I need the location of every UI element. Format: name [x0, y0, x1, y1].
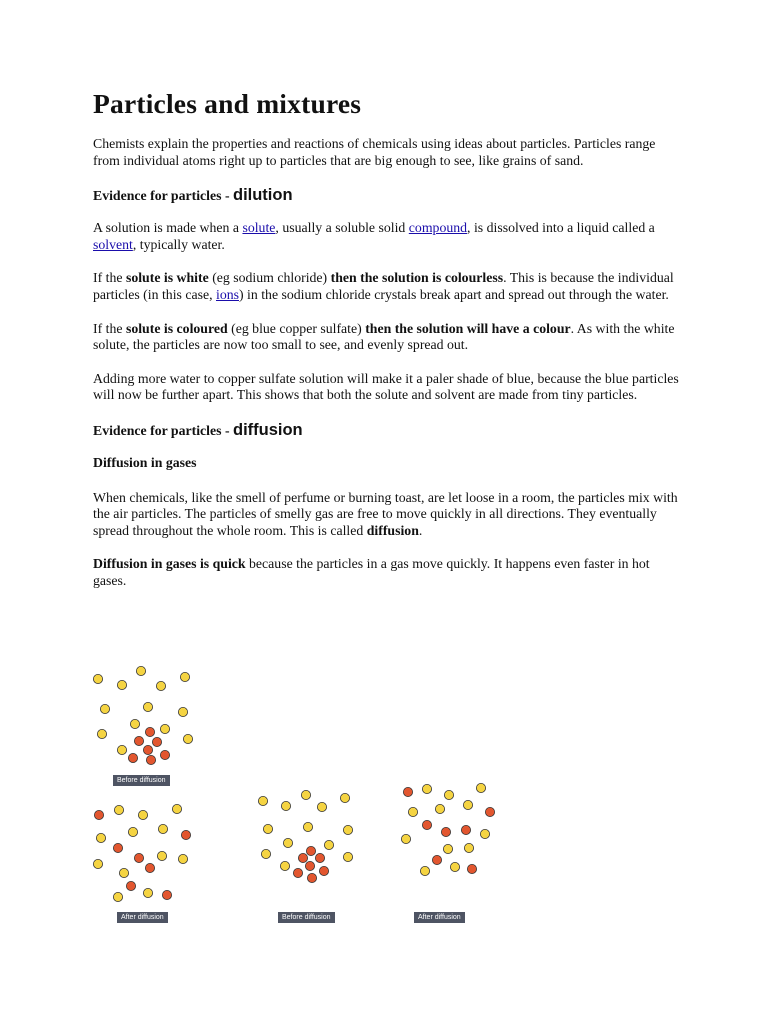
- page-title: Particles and mixtures: [93, 88, 362, 119]
- caption-before-diffusion-2: Before diffusion: [278, 912, 335, 923]
- yellow-particle: [93, 859, 102, 868]
- bold-run: diffusion: [366, 522, 419, 538]
- yellow-particle: [280, 861, 289, 870]
- red-particle: [432, 855, 441, 864]
- text-run: .: [418, 522, 423, 538]
- yellow-particle: [463, 800, 472, 809]
- yellow-particle: [100, 704, 109, 713]
- red-particle: [306, 846, 315, 855]
- yellow-particle: [138, 810, 147, 819]
- figure-liquid-before-diffusion: [258, 790, 352, 882]
- red-particle: [298, 853, 307, 862]
- red-particle: [152, 737, 161, 746]
- yellow-particle: [96, 833, 105, 842]
- red-particle: [181, 830, 190, 839]
- diffusion-gases-subheading: Diffusion in gases: [93, 454, 197, 470]
- dilution-heading-word: dilution: [232, 186, 293, 205]
- bold-run: then the solution is colourless: [330, 270, 504, 286]
- diffusion-heading-prefix: Evidence for particles -: [93, 422, 233, 438]
- yellow-particle: [450, 862, 459, 871]
- yellow-particle: [261, 849, 270, 858]
- red-particle: [315, 853, 324, 862]
- yellow-particle: [172, 804, 181, 813]
- figure-gas-before-diffusion: [93, 666, 192, 764]
- yellow-particle: [130, 719, 139, 728]
- yellow-particle: [158, 824, 167, 833]
- red-particle: [145, 863, 154, 872]
- yellow-particle: [340, 793, 349, 802]
- bold-run: solute is white: [125, 270, 209, 286]
- red-particle: [134, 736, 143, 745]
- yellow-particle: [408, 807, 417, 816]
- red-particle: [113, 843, 122, 852]
- yellow-particle: [119, 868, 128, 877]
- text-run: A solution is made when a: [93, 220, 243, 236]
- yellow-particle: [476, 783, 485, 792]
- text-run: (eg blue copper sulfate): [227, 320, 366, 336]
- yellow-particle: [401, 834, 410, 843]
- text-run: When chemicals, like the smell of perfume or burning toast, are let loose in a room, the particles mix with the air particles. The particles of smelly gas are free to move quickly in all directions. They eventually spread throughout the whole room. This is called: [93, 489, 678, 538]
- yellow-particle: [281, 801, 290, 810]
- text-run: , is dissolved into a liquid called a: [467, 220, 655, 236]
- yellow-particle: [143, 702, 152, 711]
- red-particle: [422, 820, 431, 829]
- yellow-particle: [180, 672, 189, 681]
- caption-before-diffusion-1: Before diffusion: [113, 775, 170, 786]
- solute-link[interactable]: solute: [242, 220, 276, 236]
- yellow-particle: [443, 844, 452, 853]
- yellow-particle: [117, 680, 126, 689]
- yellow-particle: [136, 666, 145, 675]
- red-particle: [441, 827, 450, 836]
- text-run: (eg sodium chloride): [208, 270, 331, 286]
- yellow-particle: [258, 796, 267, 805]
- yellow-particle: [283, 838, 292, 847]
- red-particle: [160, 750, 169, 759]
- yellow-particle: [324, 840, 333, 849]
- yellow-particle: [480, 829, 489, 838]
- caption-after-diffusion-1: After diffusion: [117, 912, 168, 923]
- yellow-particle: [317, 802, 326, 811]
- bold-run: then the solution will have a colour: [365, 320, 571, 336]
- yellow-particle: [160, 724, 169, 733]
- ions-link[interactable]: ions: [215, 286, 239, 302]
- text-run: . This is because the individual particles (in this case,: [93, 270, 674, 302]
- bold-run: solute is coloured: [125, 320, 228, 336]
- yellow-particle: [435, 804, 444, 813]
- red-particle: [94, 810, 103, 819]
- yellow-particle: [117, 745, 126, 754]
- yellow-particle: [343, 852, 352, 861]
- red-particle: [146, 755, 155, 764]
- red-particle: [319, 866, 328, 875]
- yellow-particle: [343, 825, 352, 834]
- solvent-link[interactable]: solvent: [93, 236, 133, 252]
- yellow-particle: [93, 674, 102, 683]
- dilution-heading-prefix: Evidence for particles -: [93, 188, 233, 204]
- red-particle: [305, 861, 314, 870]
- text-run: , usually a soluble solid: [275, 220, 409, 236]
- figure-gas-after-diffusion: [93, 804, 190, 901]
- red-particle: [126, 881, 135, 890]
- text-run: If the: [93, 270, 126, 286]
- red-particle: [403, 787, 412, 796]
- yellow-particle: [444, 790, 453, 799]
- dilution-paragraph-4: Adding more water to copper sulfate solution will make it a paler shade of blue, because the blue particles will now be further apart. This shows that both the solute and solvent are made from tiny particles.: [93, 370, 679, 403]
- red-particle: [143, 745, 152, 754]
- yellow-particle: [303, 822, 312, 831]
- red-particle: [128, 753, 137, 762]
- text-run: ) in the sodium chloride crystals break apart and spread out through the water.: [238, 286, 669, 302]
- bold-run: Diffusion in gases is quick: [93, 556, 246, 572]
- red-particle: [145, 727, 154, 736]
- yellow-particle: [157, 851, 166, 860]
- yellow-particle: [178, 707, 187, 716]
- intro-paragraph: Chemists explain the properties and reactions of chemicals using ideas about particles. Particles range from individual atoms right up to particles that are big enough to see, like grains of sand.: [93, 136, 656, 168]
- red-particle: [461, 825, 470, 834]
- yellow-particle: [301, 790, 310, 799]
- yellow-particle: [156, 681, 165, 690]
- yellow-particle: [143, 888, 152, 897]
- red-particle: [134, 853, 143, 862]
- yellow-particle: [114, 805, 123, 814]
- yellow-particle: [263, 824, 272, 833]
- yellow-particle: [183, 734, 192, 743]
- caption-after-diffusion-2: After diffusion: [414, 912, 465, 923]
- red-particle: [467, 864, 476, 873]
- red-particle: [307, 873, 316, 882]
- yellow-particle: [178, 854, 187, 863]
- red-particle: [293, 868, 302, 877]
- text-run: , typically water.: [132, 236, 225, 252]
- diffusion-heading-word: diffusion: [232, 420, 303, 439]
- yellow-particle: [128, 827, 137, 836]
- yellow-particle: [97, 729, 106, 738]
- yellow-particle: [422, 784, 431, 793]
- text-run: because the particles in a gas move quickly. It happens even faster in hot gases.: [93, 556, 650, 588]
- text-run: . As with the white solute, the particles are now too small to see, and evenly spread out.: [93, 320, 675, 353]
- figure-liquid-after-diffusion: [401, 783, 494, 875]
- text-run: If the: [93, 320, 126, 336]
- red-particle: [485, 807, 494, 816]
- yellow-particle: [464, 843, 473, 852]
- yellow-particle: [420, 866, 429, 875]
- compound-link[interactable]: compound: [408, 220, 468, 236]
- yellow-particle: [113, 892, 122, 901]
- red-particle: [162, 890, 171, 899]
